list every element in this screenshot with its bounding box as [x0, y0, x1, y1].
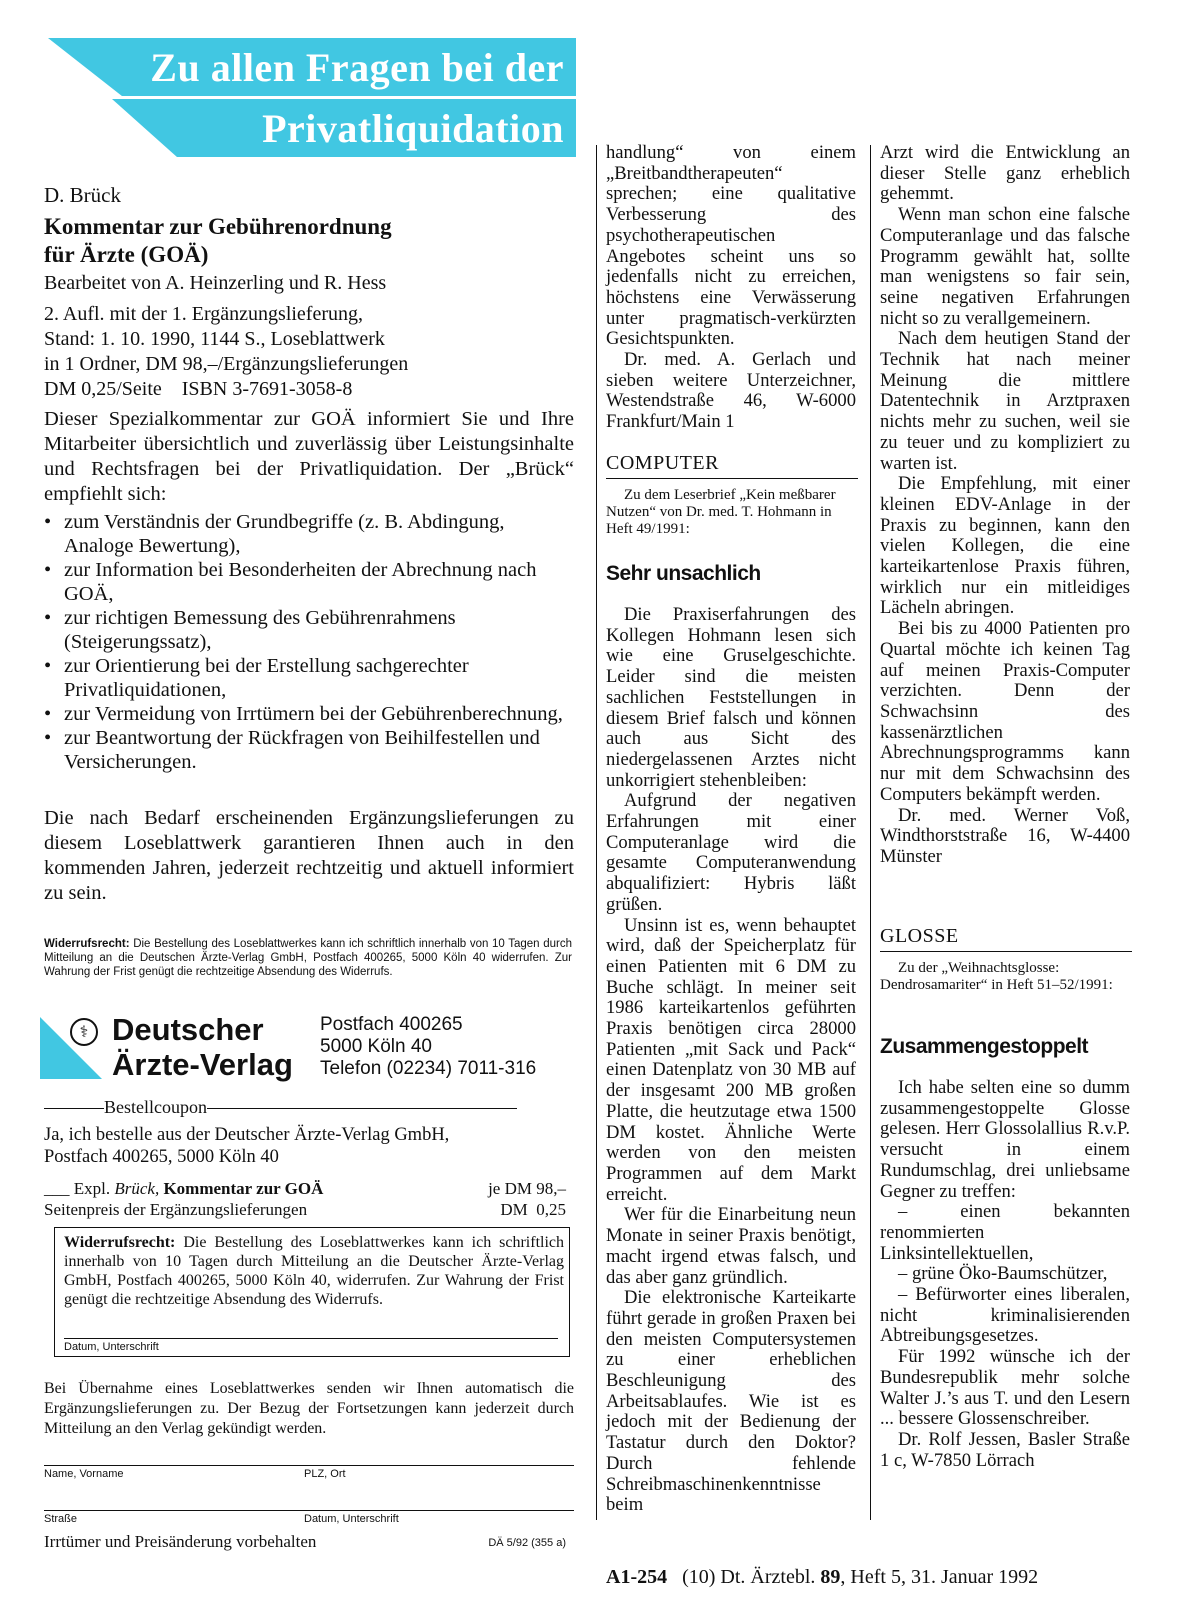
- name-field-line[interactable]: [44, 1465, 574, 1466]
- benefit-list: [44, 510, 564, 774]
- date-signature-label-2: Datum, Unterschrift: [304, 1513, 399, 1525]
- page-price-label: Seitenpreis der Ergänzungslieferungen: [44, 1200, 308, 1219]
- banner-title-line2: Privatliquidation: [262, 106, 564, 151]
- book-title: Kommentar zur Gebührenordnung für Ärzte (GOÄ): [44, 214, 392, 267]
- book-edition-info: 2. Aufl. mit der 1. Ergänzungslieferung, Stand: 1. 10. 1990, 1144 S., Loseblattwerk in 1 Ordner, DM 98,–/Ergänzungslieferungen DM 0,25/Seite ISBN 3-7691-3058-8: [44, 303, 409, 400]
- order-code: DÄ 5/92 (355 a): [488, 1537, 566, 1549]
- street-field-line[interactable]: [44, 1510, 574, 1511]
- book-author: D. Brück: [44, 183, 121, 207]
- column-divider-left: [596, 145, 597, 1520]
- date-signature-label: Datum, Unterschrift: [64, 1341, 159, 1353]
- banner-title-line1: Zu allen Fragen bei der: [150, 45, 564, 90]
- publisher-name: Deutscher Ärzte-Verlag: [112, 1012, 293, 1082]
- signature-line[interactable]: [64, 1338, 558, 1339]
- list-item: • zur richtigen Bemessung des Gebührenrahmens (Steigerungssatz),: [44, 606, 564, 654]
- letter-headline: Sehr unsachlich: [606, 562, 761, 585]
- letter-body-cont: Arzt wird die Entwicklung an dieser Stelle ganz erheblich gehemmt. Wenn man schon eine falsche Computeranlage und das falsche Programm gewählt hat, sollte man wenigstens so fair sein, seine negativen Erfahrungen nicht so zu verallgemeinern. Nach dem heutigen Stand der Technik hat nach meiner Meinung die mittlere Datentechnik in Arztpraxen nichts mehr zu suchen, weil sie zu teuer und zu kompliziert zu warten ist. Die Empfehlung, mit einer kleinen EDV-Anlage in der Praxis zu beginnen, kann den vielen Kollegen, die eine karteikartenlose Praxis führen, wirklich nur ein mitleidiges Lächeln abringen. Bei bis zu 4000 Patienten pro Quartal möchte ich keinen Tag auf meinen Praxis-Computer verzichten. Denn der Schwachsinn des kassenärztlichen Abrechnungsprogramms kann nur mit dem Schwachsinn des Computers bekämpft werden. Dr. med. Werner Voß, Windthorststraße 16, W-4400 Münster: [880, 142, 1130, 867]
- book-closing-text: Die nach Bedarf erscheinenden Ergänzungslieferungen zu diesem Loseblattwerk garantieren Ihnen auch in den kommenden Jahren, jederzeit rechtzeitig und aktuell informiert zu sein.: [44, 807, 574, 904]
- letter-continuation: handlung“ von einem „Breitbandtherapeuten“ sprechen; eine qualitative Verbesserung des psychotherapeutischen Angebotes scheint uns so jedenfalls nicht zu erreichen, höchstens eine Verwässerung unter pragmatisch-verkürzten Gesichtspunkten. Dr. med. A. Gerlach und sieben weitere Unterzeichner, Westendstraße 46, W-6000 Frankfurt/Main 1: [606, 142, 856, 433]
- column-divider-right: [870, 145, 871, 1520]
- plz-label: PLZ, Ort: [304, 1468, 346, 1480]
- glosse-intro: Zu der „Weihnachtsglosse: Dendrosamariter“ in Heft 51–52/1991:: [880, 960, 1113, 993]
- coupon-title: Bestellcoupon: [44, 1097, 574, 1118]
- book-editors: Bearbeitet von A. Heinzerling und R. Hess: [44, 272, 387, 294]
- subscription-note: Bei Übernahme eines Loseblattwerkes senden wir Ihnen automatisch die Ergänzungslieferungen zu. Der Bezug der Fortsetzungen kann jederzeit durch Mitteilung an den Verlag gekündigt werden.: [44, 1380, 574, 1437]
- list-item: • zur Beantwortung der Rückfragen von Beihilfestellen und Versicherungen.: [44, 726, 564, 774]
- disclaimer: Irrtümer und Preisänderung vorbehalten: [44, 1532, 317, 1551]
- book-description: Dieser Spezialkommentar zur GOÄ informiert Sie und Ihre Mitarbeiter übersichtlich und zuverlässig über Leistungsinhalte und Rechtsfragen bei der Privatliquidation. Der „Brück“ empfiehlt sich:: [44, 408, 574, 505]
- withdrawal-notice-small: Widerrufsrecht: Die Bestellung des Loseblattwerkes kann ich schriftlich innerhalb von 10 Tagen durch Mitteilung an die Deutschen Ärzte-Verlag GmbH, Postfach 400265, 5000 Köln 40 widerrufen. Zur Wahrung der Frist genügt die rechtzeitige Absendung des Widerrufs.: [44, 938, 572, 978]
- letter-body: Die Praxiserfahrungen des Kollegen Hohmann lesen sich wie eine Gruselgeschichte. Leider sind die meisten sachlichen Feststellungen in diesem Brief falsch und können auch aus Sicht des niedergelassenen Arztes nicht unkorrigiert stehenbleiben: Aufgrund der negativen Erfahrungen mit einer Computeranlage wird die gesamte Computeranwendung abqualifiziert: Hybris läßt grüßen. Unsinn ist es, wenn behauptet wird, daß der Speicherplatz für einen Patienten mit 6 DM zu Buche schlägt. In meiner seit 1986 karteikartenlos geführten Praxis benötigen circa 28000 Patienten „mit Sack und Pack“ einen Datenplatz von 30 MB auf der insgesamt 200 MB großen Platte, die heutzutage etwa 1500 DM kostet. Ähnliche Werte werden von den meisten Programmen auf dem Markt erreicht. Wer für die Einarbeitung neun Monate in seiner Praxis benötigt, macht irgend etwas falsch, und das aber ganz gründlich. Die elektronische Karteikarte führt gerade in großen Praxen bei den meisten Computersystemen zu einer erheblichen Beschleunigung des Arbeitsablaufes. Wie ist es jedoch mit der Bedienung der Tastatur durch den Doktor? Durch fehlende Schreibmaschinenkenntnisse beim: [606, 604, 856, 1516]
- page-price: DM 0,25: [500, 1200, 566, 1219]
- page-footer: A1-254 (10) Dt. Ärztebl. 89, Heft 5, 31. Januar 1992: [606, 1566, 1039, 1588]
- section-rule: [880, 951, 1132, 952]
- publisher-address: Postfach 400265 5000 Köln 40 Telefon (02234) 7011-316: [320, 1014, 537, 1079]
- section-rule: [606, 478, 858, 479]
- coupon-intro: Ja, ich bestelle aus der Deutscher Ärzte-Verlag GmbH, Postfach 400265, 5000 Köln 40: [44, 1125, 450, 1167]
- list-item: • zur Orientierung bei der Erstellung sachgerechter Privatliquidationen,: [44, 654, 564, 702]
- list-item: • zum Verständnis der Grundbegriffe (z. B. Abdingung, Analoge Bewertung),: [44, 510, 564, 558]
- name-label: Name, Vorname: [44, 1468, 124, 1480]
- glosse-letter-body: Ich habe selten eine so dumm zusammengestoppelte Glosse gelesen. Herr Glossolallius R.v.P. versucht in einem Rundumschlag, drei unliebsame Gegner zu treffen: – einen bekannten renommierten Linksintellektuellen, – grüne Öko-Baumschützer, – Befürworter eines liberalen, nicht kriminalisierenden Abtreibungsgesetzes. Für 1992 wünsche ich der Bundesrepublik mehr solche Walter J.’s aus T. und den Lesern ... bessere Glossenschreiber. Dr. Rolf Jessen, Basler Straße 1 c, W-7850 Lörrach: [880, 1077, 1130, 1471]
- street-label: Straße: [44, 1513, 78, 1525]
- withdrawal-text: Widerrufsrecht: Die Bestellung des Loseblattwerkes kann ich schriftlich innerhalb von 10 Tagen durch Mitteilung an die Deutscher Ärzte-Verlag GmbH, Postfach 400265, 5000 Köln 40, widerrufen. Zur Wahrung der Frist genügt die rechtzeitige Absendung des Widerrufs.: [64, 1234, 565, 1308]
- caduceus-icon: ⚕: [70, 1018, 98, 1046]
- list-item: • zur Vermeidung von Irrtümern bei der Gebührenberechnung,: [44, 702, 564, 726]
- letter-intro: Zu dem Leserbrief „Kein meßbarer Nutzen“ von Dr. med. T. Hohmann in Heft 49/1991:: [606, 487, 836, 537]
- order-quantity-line[interactable]: ___ Expl. Brück, Kommentar zur GOÄ: [44, 1179, 324, 1198]
- list-item: • zur Information bei Besonderheiten der Abrechnung nach GOÄ,: [44, 558, 564, 606]
- section-heading-computer: COMPUTER: [606, 452, 719, 474]
- page-number: A1-254: [606, 1566, 668, 1588]
- section-heading-glosse: GLOSSE: [880, 925, 959, 947]
- glosse-headline: Zusammengestoppelt: [880, 1035, 1089, 1058]
- order-price: je DM 98,–: [488, 1179, 566, 1198]
